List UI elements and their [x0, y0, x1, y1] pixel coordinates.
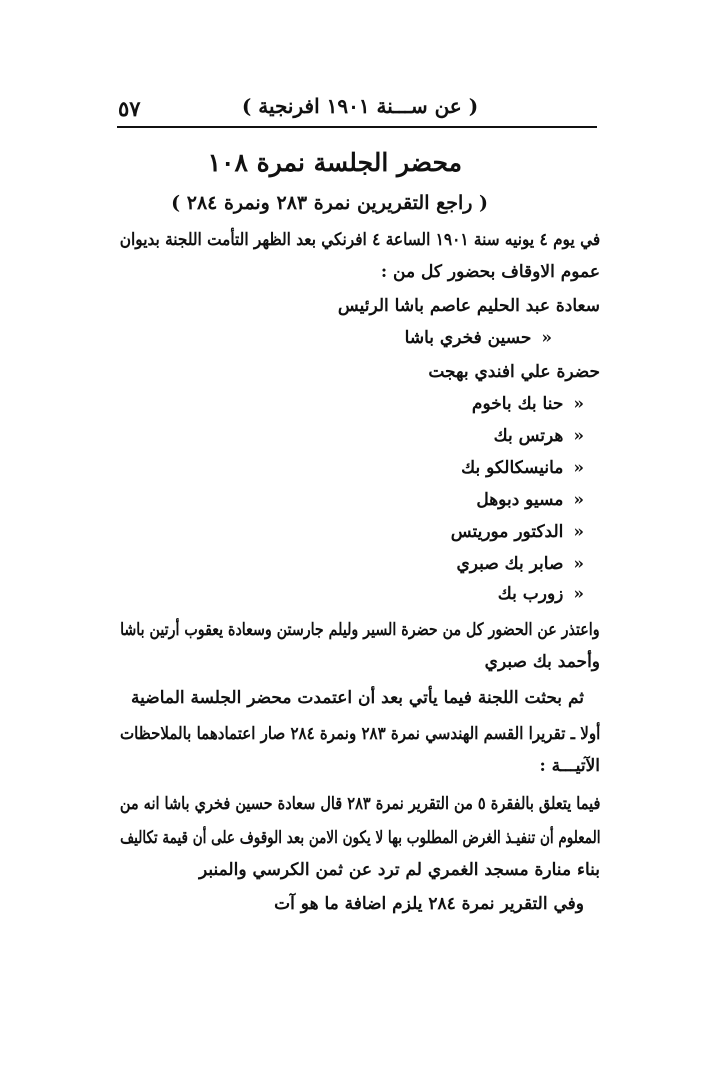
member-honour-5 [451, 524, 584, 541]
first-item-line-1: أولا ـ تقريرا القسم الهندسي نمرة ٢٨٣ ونمرة ٢٨٤ صار اعتمادهما بالملاحظات [119, 724, 600, 744]
member-honour-7 [498, 586, 584, 603]
minutes-subtitle: ( راجع التقريرين نمرة ٢٨٣ ونمرة ٢٨٤ ) [171, 192, 488, 214]
member-name: الدكتور موريتس [450, 522, 564, 542]
ditto-mark: « [573, 554, 584, 574]
member-honour-4 [476, 492, 584, 509]
apologies-line-1: واعتذر عن الحضور كل من حضرة السير وليلم جارستن وسعادة يعقوب أرتين باشا [120, 620, 600, 640]
ditto-mark: « [573, 584, 584, 604]
honorific-line: حضرة علي افندي بهجت [428, 362, 600, 382]
member-honour-1 [472, 396, 584, 413]
member-name: حنا بك باخوم [471, 394, 564, 414]
apologies-line-2: وأحمد بك صبري [484, 652, 600, 672]
intro-line-2: عموم الاوقاف بحضور كل من : [380, 262, 600, 282]
intro-line-1: في يوم ٤ يونيه سنة ١٩٠١ الساعة ٤ افرنكي بعد الظهر التأمت اللجنة بديوان [119, 230, 600, 250]
member-honour-2 [494, 428, 584, 445]
member-excellency-1 [405, 330, 552, 347]
member-name: مسيو دبوهل [476, 490, 564, 510]
discussion-intro: ثم بحثت اللجنة فيما يأتي بعد أن اعتمدت محضر الجلسة الماضية [131, 688, 584, 708]
paragraph-283-line-1: فيما يتعلق بالفقرة ٥ من التقرير نمرة ٢٨٣ قال سعادة حسين فخري باشا انه من [119, 794, 600, 814]
member-honour-6 [457, 556, 585, 573]
ditto-mark: « [573, 426, 584, 446]
minutes-title: محضر الجلسة نمرة ١٠٨ [207, 148, 462, 177]
ditto-mark: « [573, 490, 584, 510]
paragraph-283-line-3: بناء منارة مسجد الغمري لم ترد عن ثمن الكرسي والمنبر [198, 860, 600, 880]
ditto-mark: « [573, 394, 584, 414]
first-item-line-2: الآتيـــة : [539, 756, 600, 776]
member-name: هرتس بك [493, 426, 564, 446]
page-number: ٥٧ [118, 96, 141, 121]
paragraph-283-line-2: المعلوم أن تنفيـذ الغرض المطلوب بها لا يكون الامن بعد الوقوف على أن قيمة تكاليف [119, 828, 600, 848]
ditto-mark: « [573, 522, 584, 542]
member-name: مانيسكالكو بك [461, 458, 564, 478]
ditto-mark: « [541, 328, 552, 348]
member-name: حسين فخري باشا [404, 328, 532, 348]
president-line: سعادة عبد الحليم عاصم باشا الرئيس [337, 296, 600, 316]
running-header-title: ( عن ســـنة ١٩٠١ افرنجية ) [241, 94, 479, 118]
member-name: زورب بك [497, 584, 564, 604]
paragraph-284-line: وفي التقرير نمرة ٢٨٤ يلزم اضافة ما هو آت [274, 894, 584, 914]
member-honour-3 [461, 460, 584, 477]
ditto-mark: « [573, 458, 584, 478]
header-rule [117, 126, 597, 128]
member-name: صابر بك صبري [456, 554, 564, 574]
